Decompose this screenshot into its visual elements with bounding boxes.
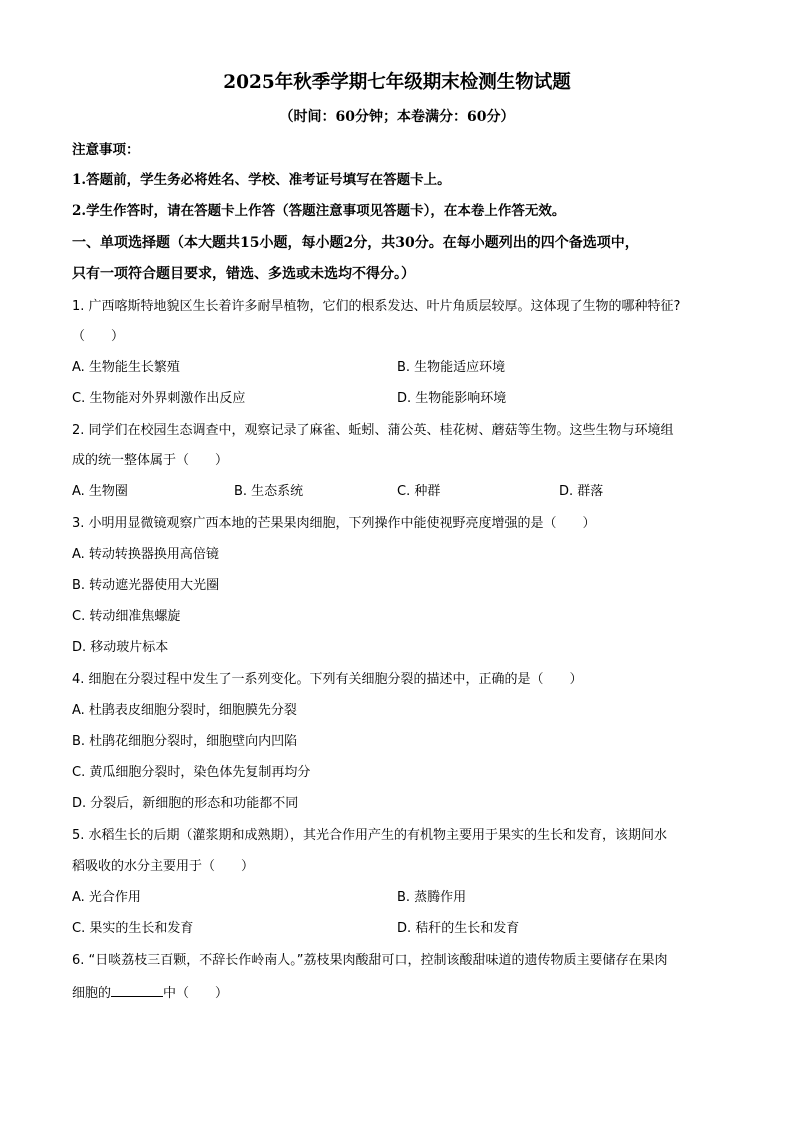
question-2-option-a: A. 生物圈 (72, 484, 128, 499)
exam-time-info: （时间：60分钟；本卷满分：60分） (279, 109, 515, 125)
question-1-stem: 1. 广西喀斯特地貌区生长着许多耐旱植物，它们的根系发达、叶片角质层较厚。这体现了生物的哪种特征? (72, 299, 681, 314)
notes-item-2: 2.学生作答时，请在答题卡上作答（答题注意事项见答题卡），在本卷上作答无效。 (72, 203, 566, 219)
question-5-stem-cont: 稻吸收的水分主要用于（ ） (72, 859, 255, 874)
section-1-heading-cont: 只有一项符合题目要求，错选、多选或未选均不得分。） (72, 266, 415, 282)
page-title: 2025年秋季学期七年级期末检测生物试题 (223, 72, 571, 93)
question-4-option-a: A. 杜鹃表皮细胞分裂时，细胞膜先分裂 (72, 703, 297, 718)
question-3-option-c: C. 转动细准焦螺旋 (72, 609, 181, 624)
question-1-option-c: C. 生物能对外界刺激作出反应 (72, 391, 246, 406)
question-6-stem-after-blank: 中（ ） (163, 986, 229, 1001)
answer-blank (111, 983, 163, 997)
question-2-stem-cont: 成的统一整体属于（ ） (72, 453, 229, 468)
question-3-option-a: A. 转动转换器换用高倍镜 (72, 547, 219, 562)
question-1-option-a: A. 生物能生长繁殖 (72, 360, 180, 375)
question-4-option-b: B. 杜鹃花细胞分裂时，细胞壁向内凹陷 (72, 734, 298, 749)
question-5-option-b: B. 蒸腾作用 (397, 890, 467, 905)
question-4-option-d: D. 分裂后，新细胞的形态和功能都不同 (72, 796, 299, 811)
notes-heading: 注意事项： (72, 142, 140, 158)
question-1-option-b: B. 生物能适应环境 (397, 360, 506, 375)
question-2-option-c: C. 种群 (397, 484, 441, 499)
question-4-option-c: C. 黄瓜细胞分裂时，染色体先复制再均分 (72, 765, 311, 780)
question-6-stem-before-blank: 细胞的 (72, 986, 112, 1001)
question-3-option-b: B. 转动遮光器使用大光圈 (72, 578, 220, 593)
question-4-stem: 4. 细胞在分裂过程中发生了一系列变化。下列有关细胞分裂的描述中，正确的是（ ） (72, 672, 583, 687)
question-3-option-d: D. 移动玻片标本 (72, 640, 169, 655)
section-1-heading: 一、单项选择题（本大题共15小题，每小题2分，共30分。在每小题列出的四个备选项中， (72, 235, 639, 251)
question-3-stem: 3. 小明用显微镜观察广西本地的芒果果肉细胞，下列操作中能使视野亮度增强的是（ ） (72, 516, 596, 531)
question-2-option-d: D. 群落 (559, 484, 604, 499)
question-5-option-a: A. 光合作用 (72, 890, 141, 905)
question-2-stem: 2. 同学们在校园生态调查中，观察记录了麻雀、蚯蚓、蒲公英、桂花树、蘑菇等生物。这些生物与环境组 (72, 423, 674, 438)
question-5-option-d: D. 秸秆的生长和发育 (397, 921, 520, 936)
question-1-option-d: D. 生物能影响环境 (397, 391, 507, 406)
question-2-option-b: B. 生态系统 (234, 484, 304, 499)
question-1-stem-cont: （ ） (72, 329, 125, 344)
question-5-option-c: C. 果实的生长和发育 (72, 921, 194, 936)
question-6-stem: 6. “日啖荔枝三百颗，不辞长作岭南人。”荔枝果肉酸甜可口，控制该酸甜味道的遗传物质主要储存在果肉 (72, 953, 668, 968)
notes-item-1: 1.答题前，学生务必将姓名、学校、准考证号填写在答题卡上。 (72, 172, 451, 188)
question-5-stem: 5. 水稻生长的后期（灌浆期和成熟期），其光合作用产生的有机物主要用于果实的生长和发育，该期间水 (72, 828, 668, 843)
question-6-stem-cont (72, 983, 228, 1003)
